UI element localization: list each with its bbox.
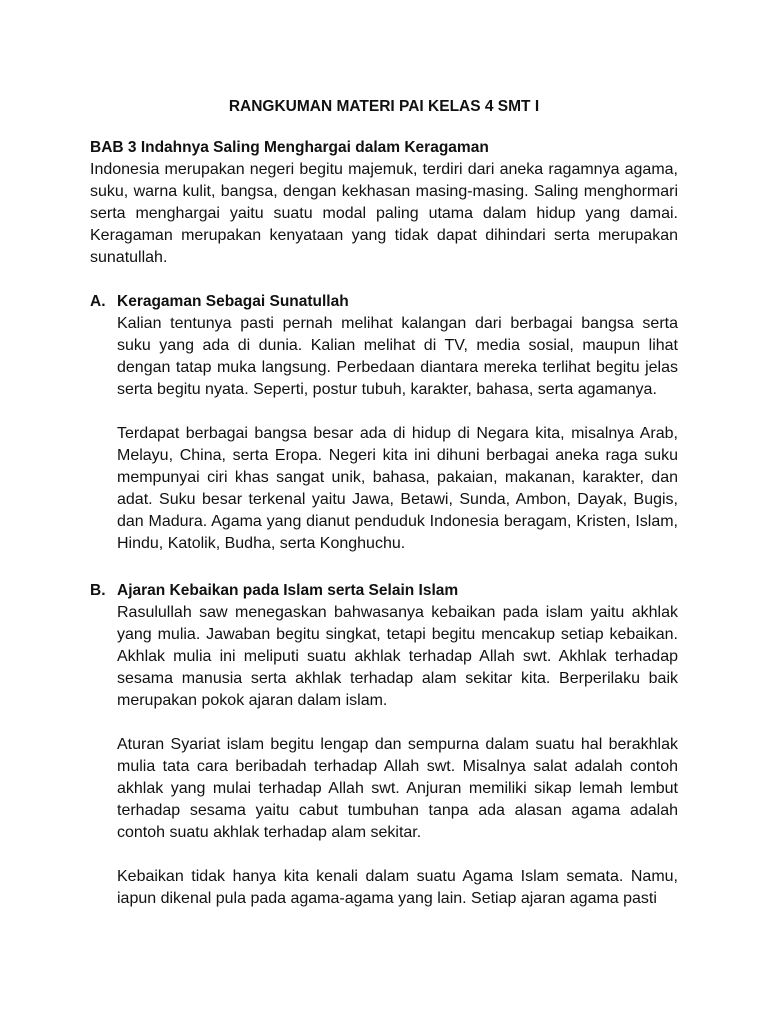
paragraph: Aturan Syariat islam begitu lengap dan sempurna dalam suatu hal berakhlak mulia tata cara beribadah terhadap Allah swt. Misalnya salat adalah contoh akhlak yang mulai terhadap Allah swt. Anjuran memiliki sikap lemah lembut terhadap sesama yaitu cabut tumbuhan tanpa ada alasan agama adalah contoh suatu akhlak terhadap alam sekitar. <box>117 736 678 841</box>
section-body <box>117 313 678 555</box>
paragraph: Kalian tentunya pasti pernah melihat kalangan dari berbagai bangsa serta suku yang ada di dunia. Kalian melihat di TV, media sosial, maupun lihat dengan tatap muka langsung. Perbedaan diantara mereka terlihat begitu jelas serta begitu nyata. Seperti, postur tubuh, karakter, bahasa, serta agamanya. <box>117 315 678 398</box>
section-body <box>117 602 678 910</box>
paragraph: Kebaikan tidak hanya kita kenali dalam suatu Agama Islam semata. Namu, iapun dikenal pula pada agama-agama yang lain. Setiap ajaran agama pasti <box>117 868 678 907</box>
section-b <box>90 580 678 910</box>
section-a <box>90 291 678 555</box>
paragraph: Terdapat berbagai bangsa besar ada di hidup di Negara kita, misalnya Arab, Melayu, China, serta Eropa. Negeri kita ini dihuni berbagai aneka raga suku mempunyai ciri khas sangat unik, bahasa, pakaian, makanan, karakter, dan adat. Suku besar terkenal yaitu Jawa, Betawi, Sunda, Ambon, Dayak, Bugis, dan Madura. Agama yang dianut penduduk Indonesia beragam, Kristen, Islam, Hindu, Katolik, Budha, serta Konghuchu. <box>117 425 678 552</box>
section-heading-row <box>90 580 678 602</box>
section-heading-row <box>90 291 678 313</box>
chapter-intro-paragraph: Indonesia merupakan negeri begitu majemuk, terdiri dari aneka ragamnya agama, suku, warna kulit, bangsa, dengan kekhasan masing-masing. Saling menghormari serta menghargai yaitu suatu modal paling utama dalam hidup yang damai. Keragaman merupakan kenyataan yang tidak dapat dihindari serta merupakan sunatullah. <box>90 161 678 266</box>
section-heading: Keragaman Sebagai Sunatullah <box>117 293 349 310</box>
section-letter: A. <box>90 293 106 310</box>
section-letter: B. <box>90 582 106 599</box>
chapter-block <box>90 137 678 269</box>
chapter-heading: BAB 3 Indahnya Saling Menghargai dalam Keragaman <box>90 139 489 156</box>
section-heading: Ajaran Kebaikan pada Islam serta Selain Islam <box>117 582 459 599</box>
paragraph: Rasulullah saw menegaskan bahwasanya kebaikan pada islam yaitu akhlak yang mulia. Jawaban begitu singkat, tetapi begitu mencakup setiap kebaikan. Akhlak mulia ini meliputi suatu akhlak terhadap Allah swt. Akhlak terhadap sesama manusia serta akhlak terhadap alam sekitar kita. Berperilaku baik merupakan pokok ajaran dalam islam. <box>117 604 678 709</box>
document-title: RANGKUMAN MATERI PAI KELAS 4 SMT I <box>228 98 540 115</box>
